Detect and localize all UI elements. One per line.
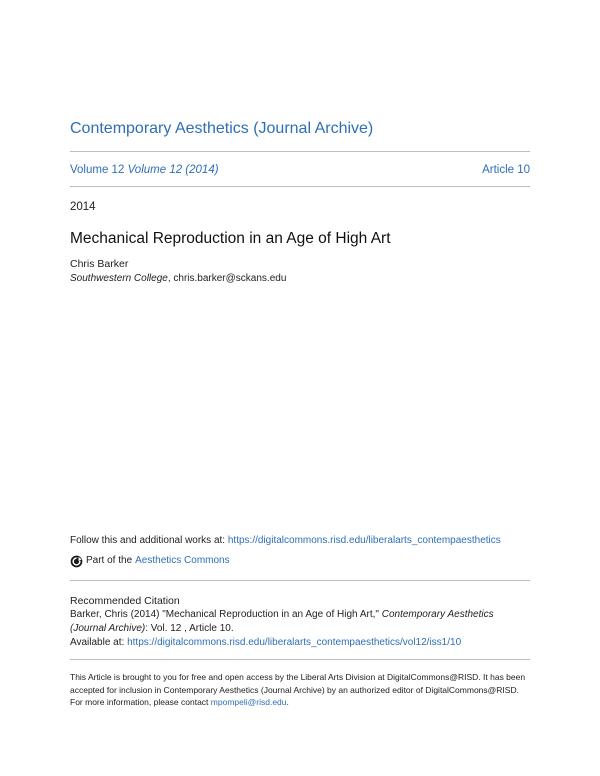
follow-label: Follow this and additional works at: bbox=[70, 535, 228, 546]
divider-citation bbox=[70, 580, 530, 581]
divider-top bbox=[70, 151, 530, 152]
open-access-note bbox=[70, 671, 530, 709]
part-of-label: Part of the bbox=[86, 555, 133, 566]
aesthetics-commons-link[interactable]: Aesthetics Commons bbox=[135, 555, 230, 566]
affiliation-email: , chris.barker@sckans.edu bbox=[167, 273, 287, 284]
volume-label[interactable]: Volume 12 bbox=[70, 164, 125, 176]
citation-volume: : Vol. 12 , Article 10. bbox=[145, 623, 234, 634]
follow-url-link[interactable]: https://digitalcommons.risd.edu/liberalarts_contempaesthetics bbox=[227, 535, 501, 546]
creative-commons-icon bbox=[70, 555, 83, 568]
article-number-link[interactable]: Article 10 bbox=[482, 164, 530, 176]
volume-link[interactable] bbox=[70, 162, 219, 178]
available-url-link[interactable]: https://digitalcommons.risd.edu/liberalarts_contempaesthetics/vol12/iss1/10 bbox=[127, 637, 462, 648]
citation-journal: Contemporary Aesthetics (Journal Archive) bbox=[70, 609, 494, 634]
available-label: Available at: bbox=[70, 637, 128, 648]
recommended-citation-heading: Recommended Citation bbox=[70, 595, 180, 607]
citation-text bbox=[70, 608, 530, 650]
affiliation-institution: Southwestern College bbox=[70, 273, 168, 284]
contact-email-link[interactable]: mpompeli@risd.edu bbox=[210, 697, 287, 707]
volume-year-label[interactable]: Volume 12 (2014) bbox=[127, 164, 219, 176]
part-of-line bbox=[70, 553, 230, 569]
divider-footer bbox=[70, 659, 530, 660]
journal-title[interactable]: Contemporary Aesthetics (Journal Archive) bbox=[70, 120, 374, 137]
footer-end: . bbox=[286, 697, 289, 707]
publication-year: 2014 bbox=[70, 201, 96, 213]
volume-row bbox=[70, 162, 530, 178]
author-name: Chris Barker bbox=[70, 258, 129, 270]
article-title: Mechanical Reproduction in an Age of High Art bbox=[70, 230, 391, 247]
citation-plain: Barker, Chris (2014) "Mechanical Reproduction in an Age of High Art," bbox=[70, 609, 382, 620]
divider-bottom bbox=[70, 186, 530, 187]
follow-line bbox=[70, 534, 530, 548]
author-affiliation bbox=[70, 272, 286, 286]
footer-text: This Article is brought to you for free and open access by the Liberal Arts Division at DigitalCommons@RISD. It has been accepted for inclusion in Contemporary Aesthetics (Journal Archive) by an authorized editor of DigitalCommons@RISD. For more information, please contact bbox=[70, 672, 526, 707]
